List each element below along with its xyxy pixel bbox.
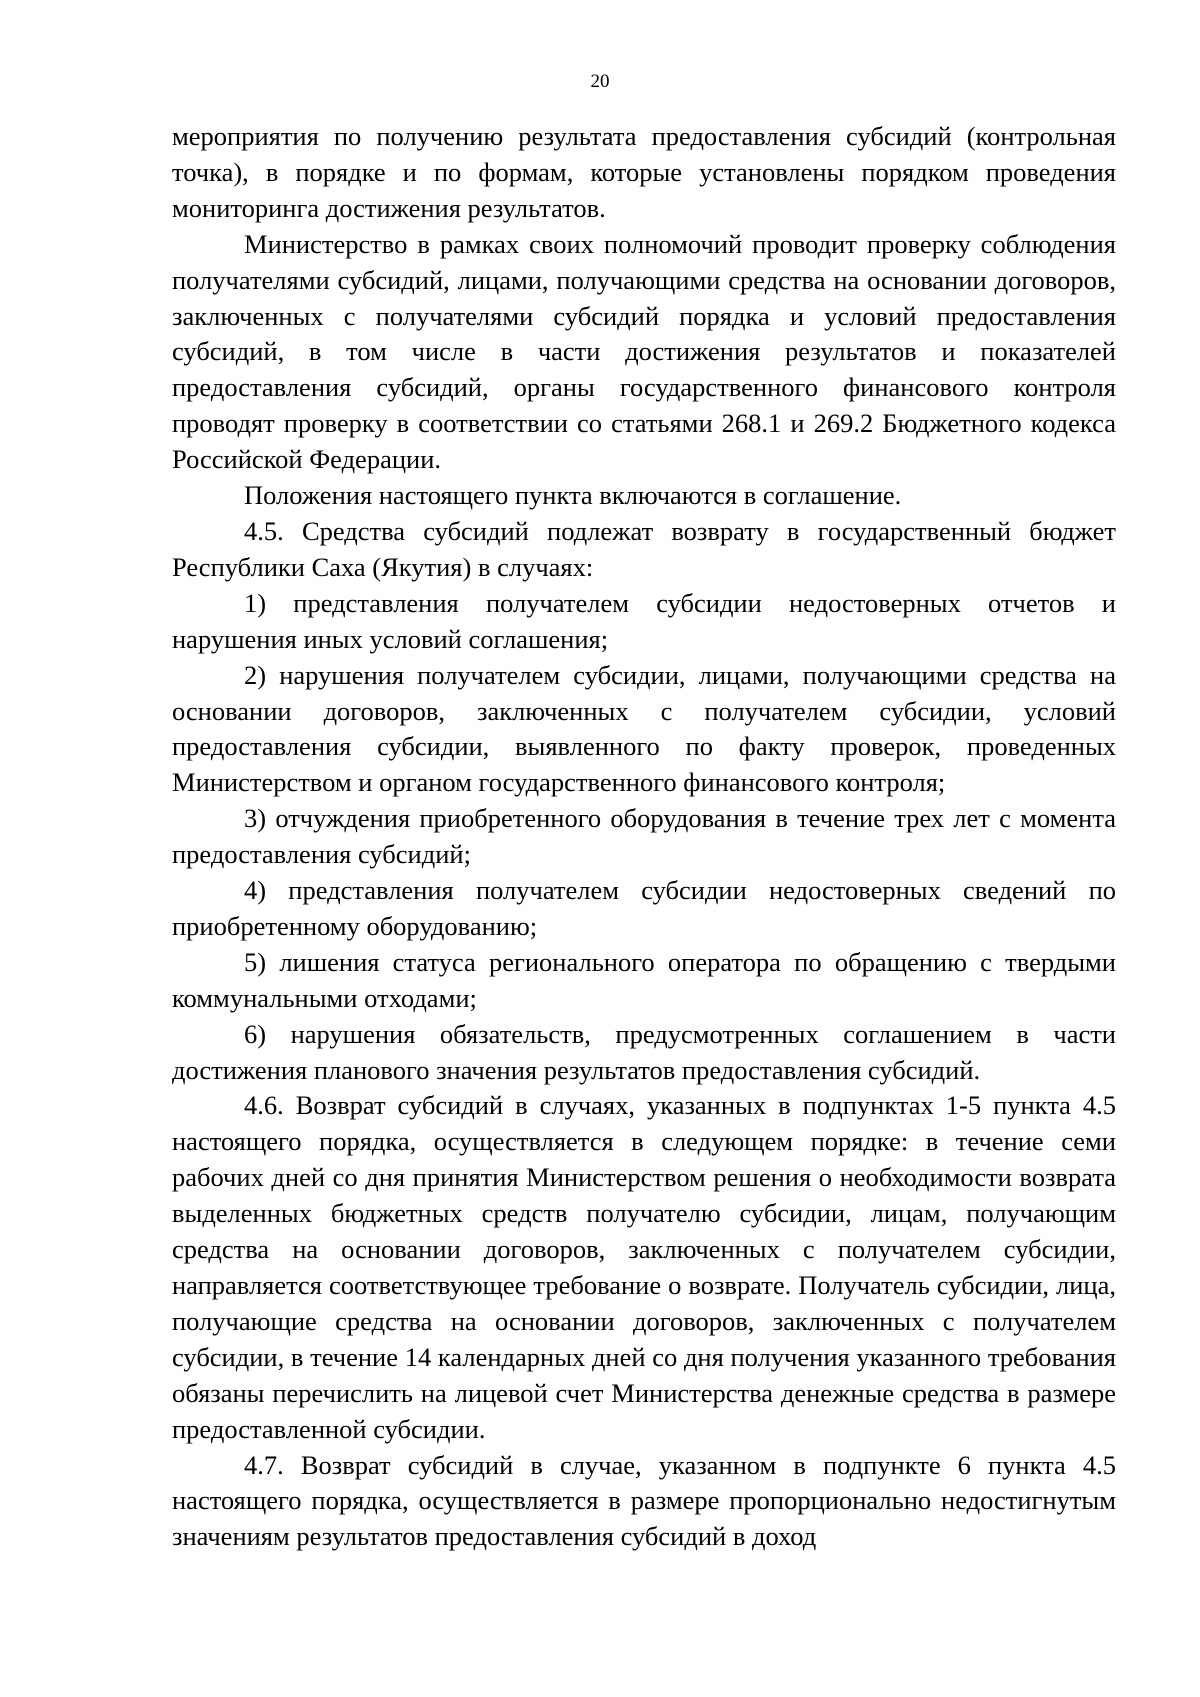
paragraph-continuation: мероприятия по получению результата предоставления субсидий (контрольная точка), в порядке и по формам, которые установлены порядком проведения мониторинга достижения результатов. xyxy=(172,121,1116,223)
paragraph-4-7: 4.7. Возврат субсидий в случае, указанном в подпункте 6 пункта 4.5 настоящего порядка, осуществляется в размере пропорционально недостигнутым значениям результатов предоставления субсидий в доход xyxy=(172,1449,1116,1552)
paragraph-4-6: 4.6. Возврат субсидий в случаях, указанных в подпунктах 1-5 пункта 4.5 настоящего порядка, осуществляется в следующем порядке: в течение семи рабочих дней со дня принятия Министерством решения о необходимости возврата выделенных бюджетных средств получателю субсидии, лицам, получающим средства на основании договоров, заключенных с получателем субсидии, направляется соответствующее требование о возврате. Получатель субсидии, лица, получающие средства на основании договоров, заключенных с получателем субсидии, в течение 14 календарных дней со дня получения указанного требования обязаны перечислить на лицевой счет Министерства денежные средства в размере предоставленной субсидии. xyxy=(172,1090,1116,1444)
list-item-5: 5) лишения статуса регионального оператора по обращению с твердыми коммунальными отходами; xyxy=(172,946,1116,1013)
paragraph-4-5: 4.5. Средства субсидий подлежат возврату в государственный бюджет Республики Саха (Якутия) в случаях: xyxy=(172,515,1116,582)
page-number: 20 xyxy=(590,71,610,92)
list-item-4: 4) представления получателем субсидии недостоверных сведений по приобретенному оборудованию; xyxy=(172,875,1116,941)
list-item-2: 2) нарушения получателем субсидии, лицами, получающими средства на основании договоров, заключенных с получателем субсидии, условий предоставления субсидии, выявленного по факту проверок, проведенных Министерством и органом государственного финансового контроля; xyxy=(172,659,1116,798)
list-item-3: 3) отчуждения приобретенного оборудования в течение трех лет с момента предоставления субсидий; xyxy=(172,803,1116,870)
document-body xyxy=(172,119,1116,1555)
paragraph-ministry-inspection: Министерство в рамках своих полномочий проводит проверку соблюдения получателями субсидий, лицами, получающими средства на основании договоров, заключенных с получателями субсидий порядка и условий предоставления субсидий, в том числе в части достижения результатов и показателей предоставления субсидий, органы государственного финансового контроля проводят проверку в соответствии со статьями 268.1 и 269.2 Бюджетного кодекса Российской Федерации. xyxy=(172,228,1116,475)
paragraph-agreement-inclusion: Положения настоящего пункта включаются в соглашение. xyxy=(244,480,902,511)
list-item-1: 1) представления получателем субсидии недостоверных отчетов и нарушения иных условий соглашения; xyxy=(172,587,1116,654)
list-item-6: 6) нарушения обязательств, предусмотренных соглашением в части достижения планового значения результатов предоставления субсидий. xyxy=(172,1018,1116,1085)
